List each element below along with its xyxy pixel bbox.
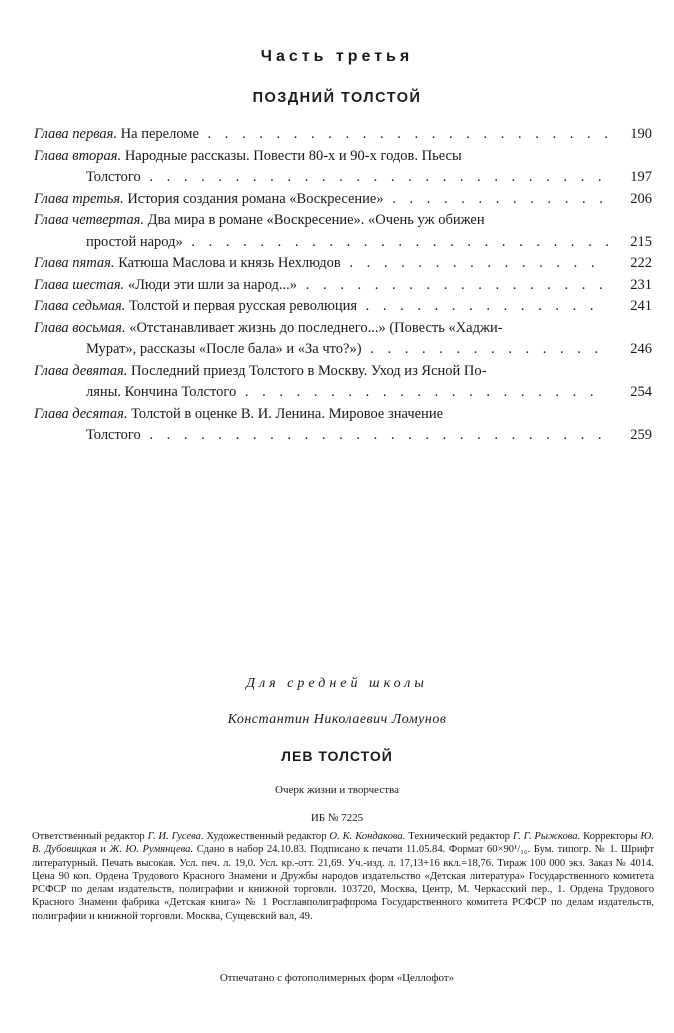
- toc-line: [34, 275, 608, 297]
- part-title: Часть третья: [260, 48, 414, 65]
- toc-entry: [34, 146, 652, 189]
- printed-note: Отпечатано с фотополимерных форм «Целлофот»: [219, 972, 455, 984]
- toc-page-number: 190: [630, 126, 652, 142]
- toc-page-number: 206: [630, 190, 652, 207]
- toc-chapter-label: Глава пятая.: [34, 255, 115, 271]
- toc-line: [34, 339, 608, 361]
- imprint-name: Ю. В. Дубовицкая: [32, 831, 655, 856]
- toc-page-number: 222: [630, 255, 652, 271]
- toc-line: [34, 167, 608, 189]
- toc-chapter-label: Глава вторая.: [34, 147, 122, 164]
- toc-line: [34, 189, 608, 211]
- toc-entry: [34, 296, 652, 318]
- toc-line: [34, 146, 608, 168]
- imprint-text: [32, 830, 654, 923]
- toc-entry: [34, 318, 652, 361]
- toc-title-text: ляны. Кончина Толстого: [86, 384, 237, 400]
- toc-title-text: простой народ»: [86, 233, 183, 250]
- imprint-segment: Художественный редактор: [203, 831, 330, 842]
- toc-line: [34, 425, 608, 447]
- toc-title-text: Толстого: [86, 169, 141, 185]
- toc-title-text: Толстого: [86, 427, 141, 443]
- toc-line: [34, 361, 608, 383]
- toc-entry: [34, 404, 652, 447]
- toc-line: [34, 124, 608, 146]
- imprint-name: О. К. Кондакова.: [329, 831, 406, 842]
- toc-line: [34, 404, 608, 426]
- toc-page-number: 241: [630, 298, 652, 314]
- toc-title-text: «Отстанавливает жизнь до последнего...» (Повесть «Хаджи-: [129, 319, 503, 336]
- table-of-contents: [34, 124, 652, 447]
- toc-entry: [34, 361, 652, 404]
- audience-label: Для средней школы: [246, 676, 428, 691]
- toc-entry: [34, 189, 652, 211]
- toc-entry: [34, 253, 652, 275]
- toc-chapter-label: Глава восьмая.: [34, 319, 126, 336]
- toc-chapter-label: Глава десятая.: [34, 405, 128, 422]
- book-title: ЛЕВ ТОЛСТОЙ: [281, 748, 393, 764]
- toc-entry: [34, 275, 652, 297]
- book-subtitle: Очерк жизни и творчества: [275, 784, 399, 796]
- toc-chapter-label: Глава первая.: [34, 126, 118, 142]
- toc-line: [34, 296, 608, 318]
- imprint-segment: Технический редактор: [405, 831, 513, 842]
- toc-page-number: 246: [630, 341, 652, 357]
- toc-title-text: История создания романа «Воскресение»: [127, 190, 384, 207]
- toc-page-number: 215: [630, 233, 652, 250]
- toc-title-text: Толстой и первая русская революция: [129, 298, 358, 314]
- toc-title-text: Мурат», рассказы «После бала» и «За что?»): [86, 341, 362, 357]
- toc-page-number: 254: [630, 384, 652, 400]
- imprint-name: Г. Г. Рыжкова.: [512, 831, 581, 842]
- toc-title-text: Народные рассказы. Повести 80-х и 90-х годов. Пьесы: [124, 147, 462, 164]
- toc-title-text: «Люди эти шли за народ...»: [127, 276, 298, 293]
- ib-number: ИБ № 7225: [310, 812, 364, 824]
- toc-chapter-label: Глава шестая.: [34, 276, 125, 293]
- imprint-segment: Ответственный редактор: [32, 831, 148, 842]
- author-name: Константин Николаевич Ломунов: [227, 712, 447, 727]
- toc-page-number: 231: [630, 276, 652, 293]
- toc-entry: [34, 210, 652, 253]
- toc-chapter-label: Глава третья.: [34, 190, 124, 207]
- imprint-name: Г. И. Гусева.: [147, 831, 204, 842]
- toc-page-number: 259: [630, 427, 652, 443]
- toc-title-text: Последний приезд Толстого в Москву. Уход из Ясной По-: [130, 362, 487, 379]
- toc-line: [34, 382, 608, 404]
- toc-line: [34, 318, 608, 340]
- toc-title-text: Толстой в оценке В. И. Ленина. Мировое значение: [131, 405, 444, 422]
- section-title: ПОЗДНИЙ ТОЛСТОЙ: [252, 90, 422, 106]
- toc-chapter-label: Глава девятая.: [34, 362, 128, 379]
- toc-line: [34, 253, 608, 275]
- toc-chapter-label: Глава четвертая.: [34, 212, 144, 228]
- toc-entry: [34, 124, 652, 146]
- imprint-segment: Корректоры: [580, 831, 641, 842]
- imprint-segment: Сдано в набор 24.10.83. Подписано к печати 11.05.84. Формат 60×90¹/₁₆. Бум. типогр. № 1. Шрифт литературный. Печать высокая. Усл. печ. л. 19,0. Усл. кр.-отт. 21,69. Уч.-изд. л. 17,13+16 вкл.=18,76. Тираж 100 000 экз. Заказ № 4014. Цена 90 коп. Ордена Трудового Красного Знамени и Дружбы народов издательство «Детская литература» Государственного комитета РСФСР по делам издательств, полиграфии и книжной торговли. 103720, Москва, Центр, М. Черкасский пер., 1. Ордена Трудового Красного Знамени фабрика «Детская книга» № 1 Росглавполиграфпрома Государственного комитета РСФСР по делам издательств, полиграфии и книжной торговли. Москва, Сущевский вал, 49.: [32, 844, 654, 922]
- toc-line: [34, 232, 608, 254]
- imprint-name: Ж. Ю. Румянцева.: [109, 844, 194, 856]
- toc-chapter-label: Глава седьмая.: [34, 298, 126, 314]
- toc-page-number: 197: [630, 169, 652, 185]
- toc-line: [34, 210, 608, 232]
- toc-title-text: Катюша Маслова и князь Нехлюдов: [118, 255, 341, 271]
- toc-title-text: На переломе: [120, 126, 199, 142]
- imprint-segment: и: [96, 844, 110, 856]
- toc-title-text: Два мира в романе «Воскресение». «Очень уж обижен: [147, 212, 485, 228]
